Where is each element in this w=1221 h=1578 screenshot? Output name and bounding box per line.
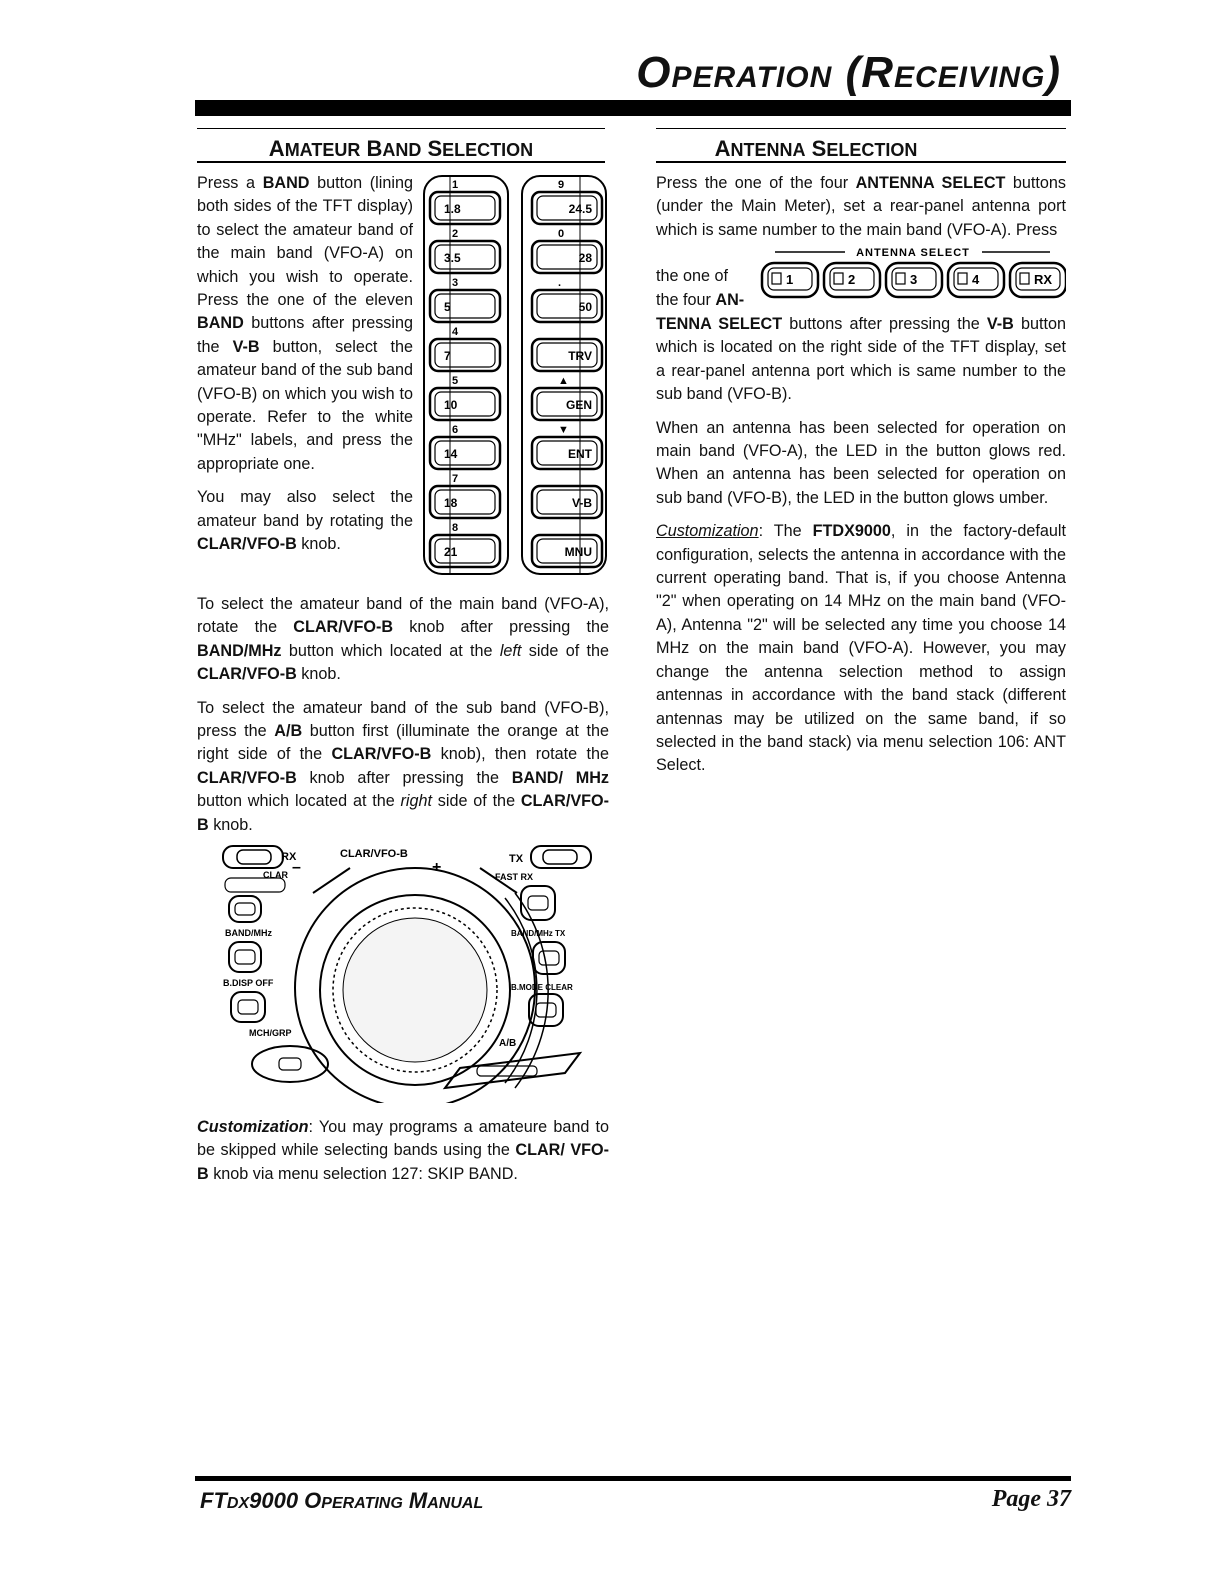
band-button-number: 1 (452, 179, 459, 191)
band-button-TRV (532, 339, 602, 371)
band-mhz-tx-label: BAND/MHz TX (511, 929, 566, 938)
paragraph: Customization: You may programs a amateure band to be skipped while selecting bands using the CLAR/ VFO-B knob via menu selection 127: SKIP BAND. (197, 1118, 609, 1183)
paragraph: When an antenna has been selected for operation on main band (VFO-A), the LED in the button glows red. When an antenna has been selected for operation on sub band (VFO-B), the LED in the button glows umber. (656, 418, 1066, 507)
band-button-label: 1.8 (444, 202, 461, 216)
band-button-14 (430, 424, 500, 469)
band-button-number: 5 (452, 375, 459, 387)
paragraph: To select the amateur band of the sub band (VFO-B), press the A/B button first (illuminate the orange at the right side of the CLAR/VFO-B knob), then rotate the CLAR/VFO-B knob after pressing the BAND/ MHz button which located at the right side of the CLAR/VFO-B knob. (197, 698, 609, 834)
antenna-select-label: ANTENNA SELECT (856, 247, 970, 259)
amateur-band-customization (197, 1116, 609, 1196)
band-button-10 (430, 375, 500, 420)
band-button-5 (430, 277, 500, 322)
band-button-number: ▼ (558, 424, 569, 436)
antenna-button-3 (886, 263, 942, 297)
plus-sign: + (432, 859, 442, 876)
section-rule-top (656, 128, 1066, 129)
band-button-label: 7 (444, 349, 451, 363)
antenna-button-2 (824, 263, 880, 297)
antenna-intro-line3: the four AN- (656, 291, 745, 309)
band-button-label: 24.5 (568, 202, 592, 216)
band-button-MNU (532, 535, 602, 567)
paragraph: Customization: The FTDX9000, in the factory-default configuration, selects the antenna in accordance with the current operating band. That is, if you choose Antenna "2" when operating on 14 MHz on the main band (VFO-A), Antenna "2" will be selected any time you choose 14 MHz on the main band (VFO-A). However, you may change the antenna selection method to assign antennas in accordance with the band stack (different antennas may be utilized on the same band, if so selected in the band stack) via menu selection 106: ANT Select. (656, 522, 1066, 775)
band-button-7 (430, 326, 500, 371)
ab-label: A/B (499, 1038, 517, 1049)
band-button-label: 50 (578, 300, 592, 314)
antenna-button-1 (762, 263, 818, 297)
footer-rule (195, 1476, 1071, 1481)
band-mhz-label: BAND/MHz (225, 928, 272, 938)
clar-vfo-knob-figure (215, 838, 615, 1103)
band-button-number: 2 (452, 228, 459, 240)
band-button-number: 8 (452, 522, 459, 534)
band-button-V-B (532, 486, 602, 518)
band-button-label: 21 (444, 545, 458, 559)
band-button-number: 6 (452, 424, 459, 436)
amateur-band-heading: AMATEUR BAND SELECTION (268, 136, 534, 161)
band-button-number: ▲ (558, 375, 569, 387)
band-button-3.5 (430, 228, 500, 273)
paragraph: Press a BAND button (lining both sides of the TFT display) to select the amateur band of the main band (VFO-A) on which you wish to operate. Press the one of the eleven BAND buttons after pressing the V-B button, select the amateur band of the sub band (VFO-B) on which you wish to operate. Refer to the white "MHz" labels, and press the appropriate one. (197, 174, 413, 473)
band-button-number: 0 (558, 228, 565, 240)
band-button-label: 18 (444, 496, 458, 510)
band-button-label: 10 (444, 398, 458, 412)
section-rule-top (197, 128, 605, 129)
antenna-button-4 (948, 263, 1004, 297)
paragraph: You may also select the amateur band by rotating the CLAR/VFO-B knob. (197, 488, 413, 554)
band-button-number: 7 (452, 473, 459, 485)
band-button-label: 28 (578, 251, 592, 265)
fast-rx-label: FAST RX (495, 872, 534, 882)
b-disp-off-label: B.DISP OFF (223, 978, 274, 988)
amateur-band-body (197, 593, 609, 847)
antenna-button-label: RX (1034, 272, 1053, 287)
band-button-label: V-B (571, 496, 592, 510)
antenna-select-figure (760, 241, 1066, 303)
band-button-21 (430, 522, 500, 567)
band-button-18 (430, 473, 500, 518)
antenna-selection-heading: ANTENNA SELECTION (714, 136, 918, 161)
band-button-number: . (558, 277, 562, 289)
section-rule-bottom (197, 161, 605, 163)
tx-label: TX (509, 853, 524, 865)
band-button-50 (532, 277, 602, 322)
mch-grp-label: MCH/GRP (249, 1028, 292, 1038)
section-rule-bottom (656, 161, 1066, 163)
band-button-label: 14 (444, 447, 458, 461)
antenna-body (656, 313, 1066, 788)
antenna-button-label: 3 (910, 272, 918, 287)
band-button-label: 3.5 (444, 251, 461, 265)
band-button-1.8 (430, 179, 500, 224)
band-button-label: MNU (564, 545, 592, 559)
antenna-button-label: 4 (972, 272, 980, 287)
rx-label: RX (281, 851, 297, 863)
band-button-number: 3 (452, 277, 459, 289)
antenna-intro: Press the one of the four ANTENNA SELECT buttons (under the Main Meter), set a rear-panel antenna port which is same number to the main band (VFO-A). Press (656, 174, 1066, 239)
antenna-button-label: 2 (848, 272, 856, 287)
minus-sign: – (292, 859, 301, 876)
band-button-number: 9 (558, 179, 565, 191)
header-rule (195, 100, 1071, 116)
band-button-24.5 (532, 179, 602, 224)
band-button-label: ENT (568, 447, 592, 461)
paragraph: TENNA SELECT buttons after pressing the V-B button which is located on the right side of the TFT display, set a rear-panel antenna port which is same number to the sub band (VFO-B). (656, 315, 1066, 404)
band-button-label: 5 (444, 300, 451, 314)
knob-title: CLAR/VFO-B (340, 848, 408, 860)
band-button-label: GEN (565, 398, 592, 412)
paragraph: To select the amateur band of the main band (VFO-A), rotate the CLAR/VFO-B knob after pressing the BAND/MHz button which located at the left side of the CLAR/VFO-B knob. (197, 595, 609, 684)
page-title: OPERATION (RECEIVING) (636, 48, 1061, 97)
footer-manual-title: FTDX9000 OPERATING MANUAL (200, 1488, 484, 1513)
antenna-button-label: 1 (786, 272, 794, 287)
clar-label: CLAR (263, 870, 288, 880)
antenna-button-RX (1010, 263, 1066, 297)
antenna-intro-line2: the one of (656, 267, 729, 285)
band-button-ENT (532, 424, 602, 469)
band-buttons-figure (420, 170, 610, 580)
band-button-number: 4 (452, 326, 459, 338)
band-button-28 (532, 228, 602, 273)
b-mode-clear-label: B.MODE CLEAR (511, 983, 573, 992)
band-button-GEN (532, 375, 602, 420)
amateur-band-intro (197, 172, 413, 567)
page-number: Page 37 (991, 1486, 1071, 1512)
band-button-label: TRV (568, 349, 592, 363)
